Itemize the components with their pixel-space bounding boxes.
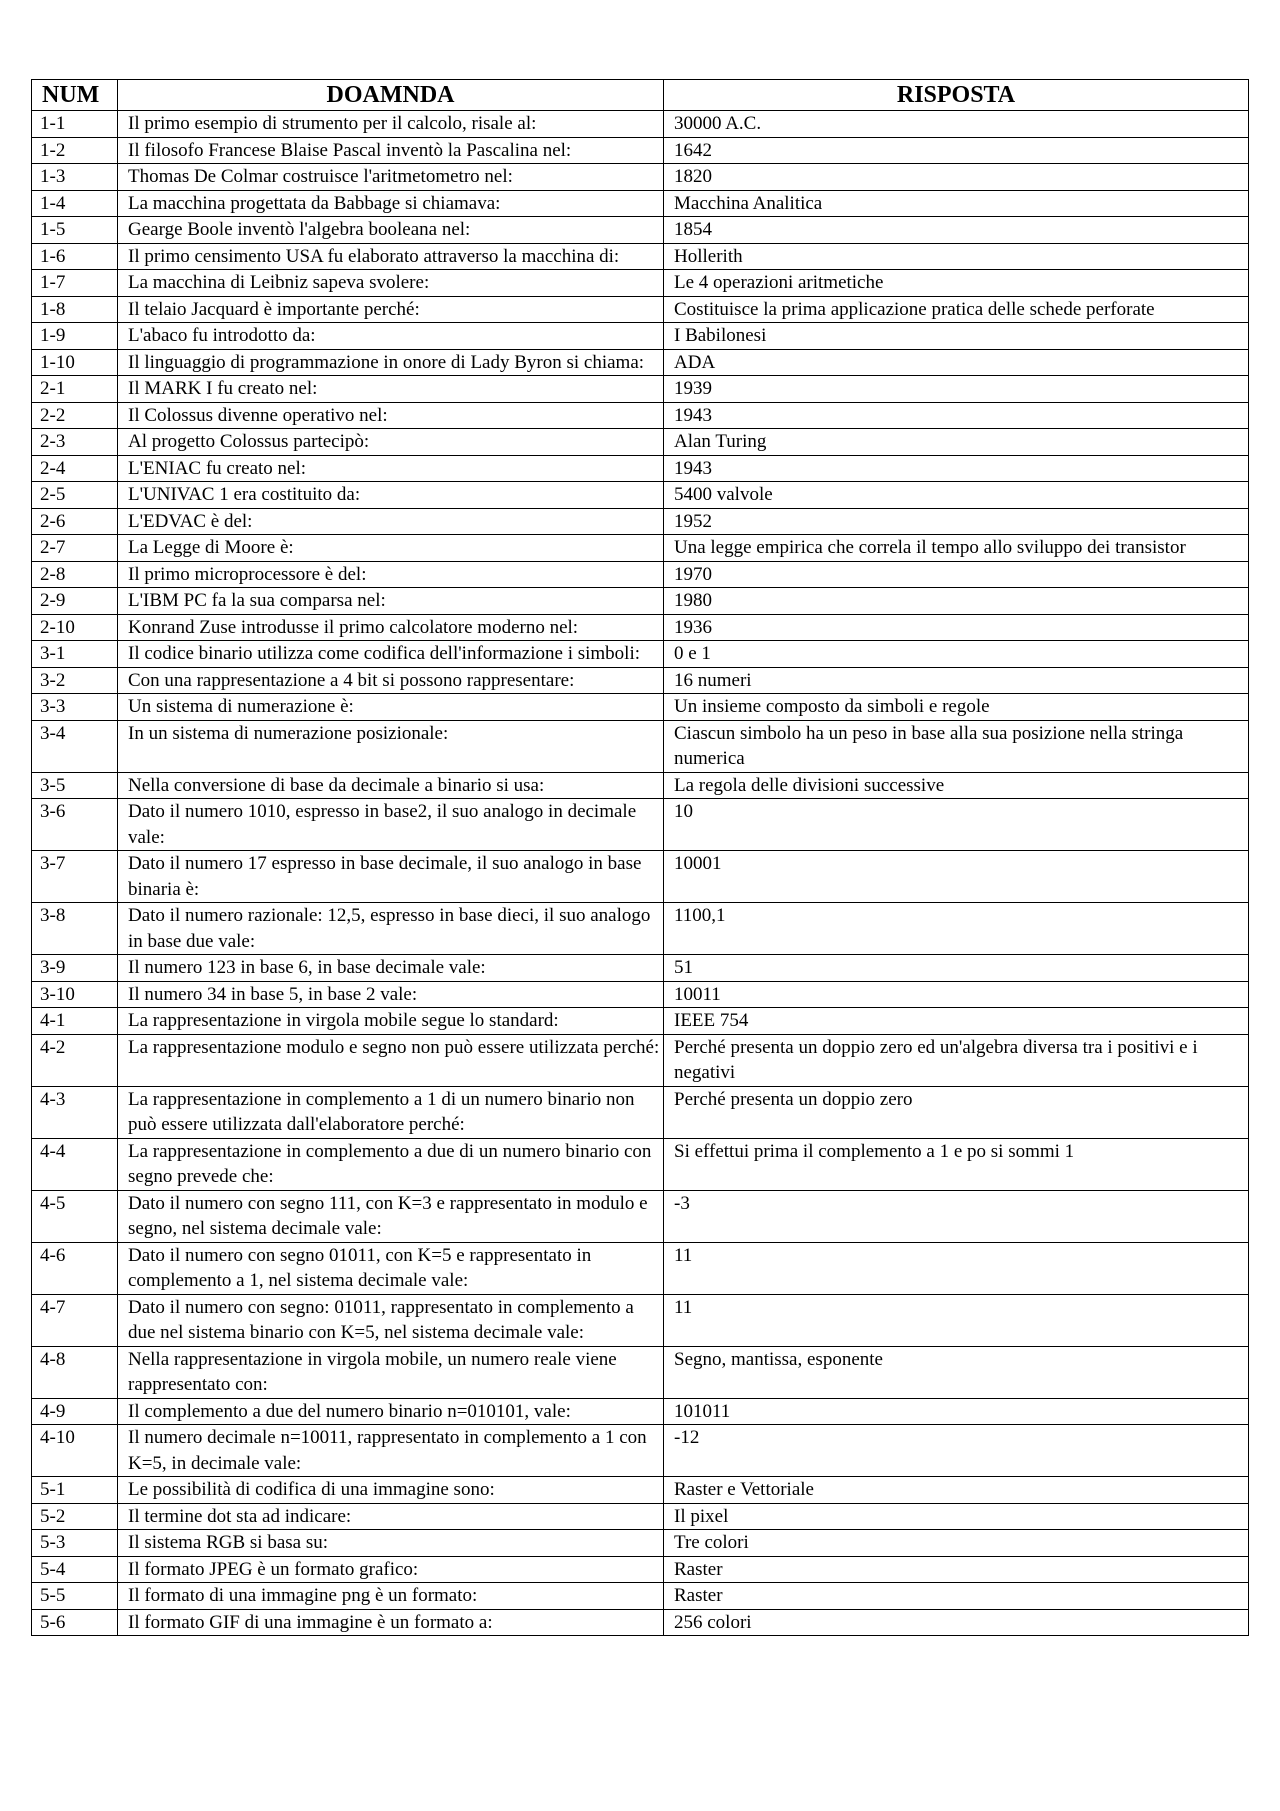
table-row [32, 1398, 1249, 1425]
table-row [32, 508, 1249, 535]
row-question: Il formato JPEG è un formato grafico: [118, 1556, 664, 1583]
row-num: 3-7 [32, 851, 118, 903]
row-question: Le possibilità di codifica di una immagine sono: [118, 1477, 664, 1504]
row-answer: Raster [664, 1583, 1249, 1610]
table-row [32, 455, 1249, 482]
table-row [32, 1530, 1249, 1557]
row-answer: Raster [664, 1556, 1249, 1583]
row-question: La rappresentazione in complemento a 1 di un numero binario non può essere utilizzata dall'elaboratore perché: [118, 1086, 664, 1138]
row-question: Il numero 123 in base 6, in base decimale vale: [118, 955, 664, 982]
row-num: 3-8 [32, 903, 118, 955]
row-answer: 0 e 1 [664, 641, 1249, 668]
row-answer: Costituisce la prima applicazione pratica delle schede perforate [664, 296, 1249, 323]
row-num: 2-6 [32, 508, 118, 535]
row-num: 4-4 [32, 1138, 118, 1190]
row-answer: 1820 [664, 164, 1249, 191]
row-question: Il sistema RGB si basa su: [118, 1530, 664, 1557]
row-answer: Alan Turing [664, 429, 1249, 456]
row-answer: Ciascun simbolo ha un peso in base alla sua posizione nella stringa numerica [664, 720, 1249, 772]
row-answer: 30000 A.C. [664, 111, 1249, 138]
row-num: 4-7 [32, 1294, 118, 1346]
table-row [32, 1346, 1249, 1398]
row-question: Con una rappresentazione a 4 bit si possono rappresentare: [118, 667, 664, 694]
row-num: 1-4 [32, 190, 118, 217]
row-question: Nella conversione di base da decimale a binario si usa: [118, 772, 664, 799]
row-num: 3-4 [32, 720, 118, 772]
row-num: 4-6 [32, 1242, 118, 1294]
table-row [32, 111, 1249, 138]
row-num: 1-8 [32, 296, 118, 323]
row-answer: ADA [664, 349, 1249, 376]
row-question: Al progetto Colossus partecipò: [118, 429, 664, 456]
row-question: La rappresentazione in virgola mobile segue lo standard: [118, 1008, 664, 1035]
row-question: In un sistema di numerazione posizionale: [118, 720, 664, 772]
table-row [32, 851, 1249, 903]
table-row [32, 1086, 1249, 1138]
table-row [32, 1034, 1249, 1086]
row-question: L'abaco fu introdotto da: [118, 323, 664, 350]
row-answer: 1936 [664, 614, 1249, 641]
row-answer: Raster e Vettoriale [664, 1477, 1249, 1504]
row-question: Un sistema di numerazione è: [118, 694, 664, 721]
row-answer: 256 colori [664, 1609, 1249, 1636]
table-row [32, 1477, 1249, 1504]
row-question: Il formato di una immagine png è un formato: [118, 1583, 664, 1610]
row-question: Il termine dot sta ad indicare: [118, 1503, 664, 1530]
row-question: Il filosofo Francese Blaise Pascal inventò la Pascalina nel: [118, 137, 664, 164]
row-question: Dato il numero 17 espresso in base decimale, il suo analogo in base binaria è: [118, 851, 664, 903]
row-answer: 1980 [664, 588, 1249, 615]
header-question: DOAMNDA [118, 80, 664, 111]
row-answer: 1952 [664, 508, 1249, 535]
row-question: Gearge Boole inventò l'algebra booleana nel: [118, 217, 664, 244]
row-question: L'ENIAC fu creato nel: [118, 455, 664, 482]
row-question: Il telaio Jacquard è importante perché: [118, 296, 664, 323]
row-answer: -12 [664, 1425, 1249, 1477]
row-question: Nella rappresentazione in virgola mobile, un numero reale viene rappresentato con: [118, 1346, 664, 1398]
table-row [32, 772, 1249, 799]
row-answer: IEEE 754 [664, 1008, 1249, 1035]
table-row [32, 1503, 1249, 1530]
row-answer: -3 [664, 1190, 1249, 1242]
row-question: Il formato GIF di una immagine è un formato a: [118, 1609, 664, 1636]
table-row [32, 1294, 1249, 1346]
row-question: La macchina di Leibniz sapeva svolere: [118, 270, 664, 297]
row-answer: 1970 [664, 561, 1249, 588]
row-num: 1-3 [32, 164, 118, 191]
row-num: 1-2 [32, 137, 118, 164]
row-question: Konrand Zuse introdusse il primo calcolatore moderno nel: [118, 614, 664, 641]
row-answer: La regola delle divisioni successive [664, 772, 1249, 799]
row-num: 5-4 [32, 1556, 118, 1583]
row-num: 5-6 [32, 1609, 118, 1636]
table-row [32, 667, 1249, 694]
row-num: 1-9 [32, 323, 118, 350]
row-num: 1-7 [32, 270, 118, 297]
row-question: Il complemento a due del numero binario n=010101, vale: [118, 1398, 664, 1425]
table-row [32, 1609, 1249, 1636]
row-num: 2-10 [32, 614, 118, 641]
row-num: 3-1 [32, 641, 118, 668]
qa-table [31, 79, 1249, 1636]
row-answer: Le 4 operazioni aritmetiche [664, 270, 1249, 297]
row-question: Dato il numero con segno: 01011, rappresentato in complemento a due nel sistema binario con K=5, nel sistema decimale vale: [118, 1294, 664, 1346]
row-num: 2-3 [32, 429, 118, 456]
row-num: 1-5 [32, 217, 118, 244]
row-num: 4-10 [32, 1425, 118, 1477]
table-row [32, 190, 1249, 217]
row-question: Dato il numero razionale: 12,5, espresso in base dieci, il suo analogo in base due vale: [118, 903, 664, 955]
row-num: 1-6 [32, 243, 118, 270]
row-answer: 101011 [664, 1398, 1249, 1425]
row-num: 3-10 [32, 981, 118, 1008]
header-num: NUM [32, 80, 118, 111]
row-num: 4-5 [32, 1190, 118, 1242]
row-answer: 10 [664, 799, 1249, 851]
table-body [32, 111, 1249, 1636]
table-row [32, 1008, 1249, 1035]
table-row [32, 376, 1249, 403]
row-question: La Legge di Moore è: [118, 535, 664, 562]
row-question: Il codice binario utilizza come codifica dell'informazione i simboli: [118, 641, 664, 668]
row-answer: 1939 [664, 376, 1249, 403]
row-answer: Si effettui prima il complemento a 1 e po si sommi 1 [664, 1138, 1249, 1190]
table-row [32, 720, 1249, 772]
table-row [32, 955, 1249, 982]
table-row [32, 243, 1249, 270]
table-row [32, 588, 1249, 615]
row-question: La rappresentazione modulo e segno non può essere utilizzata perché: [118, 1034, 664, 1086]
row-answer: Perché presenta un doppio zero [664, 1086, 1249, 1138]
table-row [32, 429, 1249, 456]
row-answer: I Babilonesi [664, 323, 1249, 350]
row-num: 3-6 [32, 799, 118, 851]
table-row [32, 270, 1249, 297]
row-answer: 11 [664, 1242, 1249, 1294]
row-answer: 10011 [664, 981, 1249, 1008]
row-num: 2-9 [32, 588, 118, 615]
row-num: 3-3 [32, 694, 118, 721]
row-question: La rappresentazione in complemento a due di un numero binario con segno prevede che: [118, 1138, 664, 1190]
row-num: 1-1 [32, 111, 118, 138]
header-row [32, 80, 1249, 111]
table-row [32, 1425, 1249, 1477]
row-num: 5-5 [32, 1583, 118, 1610]
table-row [32, 1556, 1249, 1583]
row-question: Il numero 34 in base 5, in base 2 vale: [118, 981, 664, 1008]
row-question: Thomas De Colmar costruisce l'aritmetometro nel: [118, 164, 664, 191]
table-row [32, 1242, 1249, 1294]
row-answer: Tre colori [664, 1530, 1249, 1557]
row-question: L'EDVAC è del: [118, 508, 664, 535]
row-num: 3-9 [32, 955, 118, 982]
row-question: Il primo esempio di strumento per il calcolo, risale al: [118, 111, 664, 138]
table-row [32, 1138, 1249, 1190]
table-row [32, 349, 1249, 376]
row-answer: Perché presenta un doppio zero ed un'algebra diversa tra i positivi e i negativi [664, 1034, 1249, 1086]
table-row [32, 1190, 1249, 1242]
row-question: Il Colossus divenne operativo nel: [118, 402, 664, 429]
row-num: 4-9 [32, 1398, 118, 1425]
row-num: 4-8 [32, 1346, 118, 1398]
row-num: 5-1 [32, 1477, 118, 1504]
row-num: 3-5 [32, 772, 118, 799]
table-row [32, 482, 1249, 509]
table-row [32, 561, 1249, 588]
row-answer: 1943 [664, 455, 1249, 482]
row-question: Dato il numero 1010, espresso in base2, il suo analogo in decimale vale: [118, 799, 664, 851]
row-answer: 1100,1 [664, 903, 1249, 955]
table-row [32, 402, 1249, 429]
row-answer: 5400 valvole [664, 482, 1249, 509]
table-row [32, 1583, 1249, 1610]
row-answer: 1943 [664, 402, 1249, 429]
row-question: Dato il numero con segno 111, con K=3 e rappresentato in modulo e segno, nel sistema decimale vale: [118, 1190, 664, 1242]
row-question: Il linguaggio di programmazione in onore di Lady Byron si chiama: [118, 349, 664, 376]
row-answer: Il pixel [664, 1503, 1249, 1530]
row-answer: 10001 [664, 851, 1249, 903]
row-answer: Segno, mantissa, esponente [664, 1346, 1249, 1398]
row-num: 4-3 [32, 1086, 118, 1138]
row-num: 2-1 [32, 376, 118, 403]
table-row [32, 641, 1249, 668]
table-row [32, 296, 1249, 323]
table-row [32, 799, 1249, 851]
row-answer: Una legge empirica che correla il tempo allo sviluppo dei transistor [664, 535, 1249, 562]
row-num: 2-8 [32, 561, 118, 588]
row-question: Il primo microprocessore è del: [118, 561, 664, 588]
row-answer: Macchina Analitica [664, 190, 1249, 217]
row-num: 2-2 [32, 402, 118, 429]
row-answer: Un insieme composto da simboli e regole [664, 694, 1249, 721]
row-question: Il MARK I fu creato nel: [118, 376, 664, 403]
table-row [32, 614, 1249, 641]
row-num: 4-2 [32, 1034, 118, 1086]
table-row [32, 323, 1249, 350]
header-answer: RISPOSTA [664, 80, 1249, 111]
row-question: Dato il numero con segno 01011, con K=5 e rappresentato in complemento a 1, nel sistema decimale vale: [118, 1242, 664, 1294]
row-answer: Hollerith [664, 243, 1249, 270]
row-question: L'UNIVAC 1 era costituito da: [118, 482, 664, 509]
table-row [32, 535, 1249, 562]
row-num: 5-2 [32, 1503, 118, 1530]
row-num: 2-7 [32, 535, 118, 562]
row-num: 5-3 [32, 1530, 118, 1557]
table-row [32, 164, 1249, 191]
row-question: L'IBM PC fa la sua comparsa nel: [118, 588, 664, 615]
row-answer: 16 numeri [664, 667, 1249, 694]
row-num: 2-5 [32, 482, 118, 509]
table-row [32, 137, 1249, 164]
row-answer: 1854 [664, 217, 1249, 244]
table-row [32, 981, 1249, 1008]
table-row [32, 217, 1249, 244]
table-row [32, 903, 1249, 955]
row-num: 3-2 [32, 667, 118, 694]
row-num: 2-4 [32, 455, 118, 482]
row-question: La macchina progettata da Babbage si chiamava: [118, 190, 664, 217]
table-row [32, 694, 1249, 721]
row-answer: 1642 [664, 137, 1249, 164]
row-answer: 51 [664, 955, 1249, 982]
row-answer: 11 [664, 1294, 1249, 1346]
row-num: 4-1 [32, 1008, 118, 1035]
row-question: Il primo censimento USA fu elaborato attraverso la macchina di: [118, 243, 664, 270]
row-question: Il numero decimale n=10011, rappresentato in complemento a 1 con K=5, in decimale vale: [118, 1425, 664, 1477]
row-num: 1-10 [32, 349, 118, 376]
